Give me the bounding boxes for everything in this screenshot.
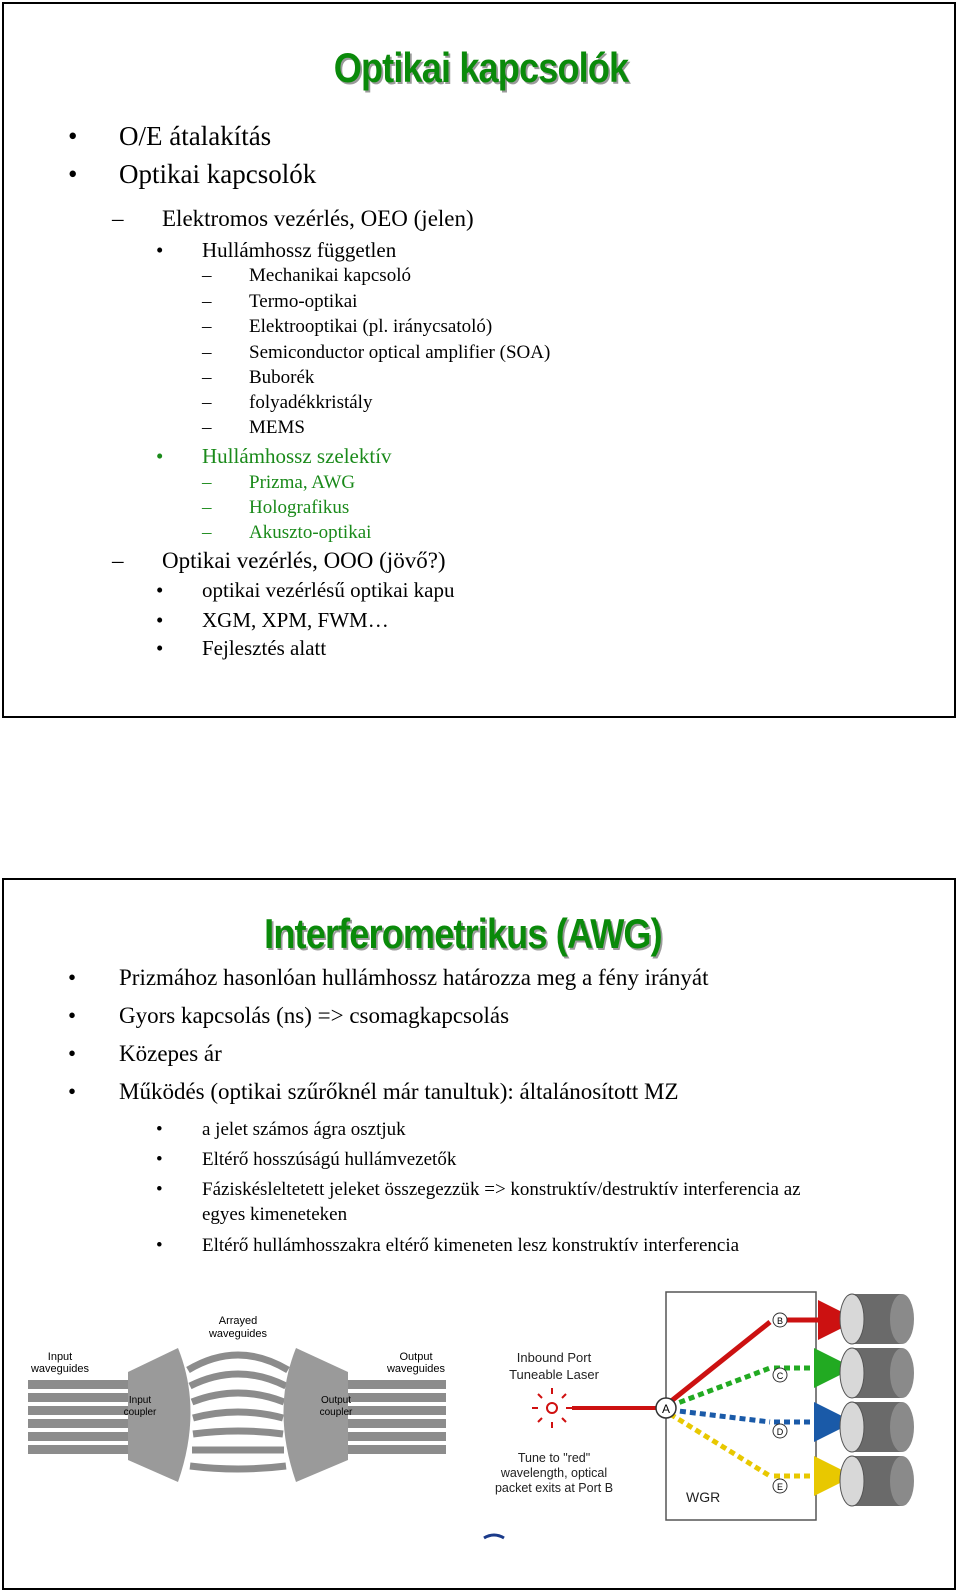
tune-label-3: packet exits at Port B — [494, 1481, 614, 1495]
svg-text:C: C — [776, 1371, 784, 1381]
wgr-box — [666, 1292, 816, 1520]
slide-optikai-kapcsolok — [2, 2, 956, 718]
bullet-marker: • — [68, 965, 77, 990]
port-a — [656, 1398, 676, 1418]
tune-label-2: wavelength, optical — [500, 1466, 608, 1480]
slide-interferometrikus-awg — [2, 878, 956, 1590]
laser-icon — [532, 1388, 572, 1428]
arrayed-label-1: Arrayed — [218, 1315, 258, 1327]
input-wg-label-1: Input — [47, 1351, 73, 1363]
bullet-text: Közepes ár — [119, 1041, 222, 1066]
bullet-marker: – — [202, 342, 212, 363]
input-coupler-label-1: Input — [128, 1395, 152, 1406]
bullet-marker: • — [156, 238, 164, 262]
bullet-text: egyes kimeneteken — [202, 1204, 348, 1225]
cylinder-b-icon — [840, 1294, 914, 1344]
input-wg-label-2: waveguides — [30, 1363, 90, 1375]
slide-title: Optikai kapcsolók — [333, 44, 629, 91]
wgr-diagram — [474, 1290, 944, 1560]
bullet-text: Holografikus — [249, 497, 350, 518]
bullet-text: XGM, XPM, FWM… — [202, 608, 389, 632]
port-e — [773, 1479, 787, 1493]
svg-text:A: A — [661, 1402, 671, 1416]
slide-title: Interferometrikus (AWG) — [264, 910, 662, 957]
bullet-marker: • — [68, 159, 78, 189]
bullet-text: Semiconductor optical amplifier (SOA) — [249, 342, 551, 363]
wgr-label: WGR — [686, 1489, 721, 1505]
bullet-marker: • — [156, 1119, 163, 1140]
bullet-text: Prizma, AWG — [249, 472, 356, 493]
bullet-text: folyadékkristály — [249, 392, 373, 413]
svg-text:B: B — [776, 1316, 784, 1326]
bullet-marker: • — [68, 121, 78, 151]
bullet-text: O/E átalakítás — [119, 121, 272, 151]
output-wg-label-1: Output — [399, 1351, 433, 1363]
svg-text:E: E — [776, 1482, 784, 1492]
logo-mark-icon — [484, 1535, 504, 1538]
inbound-label-2: Tuneable Laser — [509, 1367, 599, 1382]
bullet-text: Optikai vezérlés, OOO (jövő?) — [162, 548, 446, 573]
bullet-text: Elektromos vezérlés, OEO (jelen) — [162, 206, 474, 231]
bullet-marker: – — [202, 291, 212, 312]
bullet-marker: • — [68, 1003, 77, 1028]
bullet-text: Hullámhossz szelektív — [202, 444, 392, 468]
bullet-text: Mechanikai kapcsoló — [249, 265, 411, 286]
bullet-text: optikai vezérlésű optikai kapu — [202, 578, 455, 602]
bullet-text: Gyors kapcsolás (ns) => csomagkapcsolás — [119, 1003, 510, 1028]
awg-diagram — [28, 1310, 448, 1490]
bullet-marker: • — [156, 608, 164, 632]
bullet-marker: – — [202, 522, 212, 543]
bullet-text: MEMS — [249, 417, 305, 438]
output-waveguides — [338, 1380, 446, 1454]
arrayed-label-2: waveguides — [208, 1328, 268, 1340]
receiver-cylinders — [840, 1294, 914, 1506]
cylinder-c-icon — [840, 1348, 914, 1398]
bullet-marker: – — [202, 265, 212, 286]
bullet-text: Eltérő hullámhosszakra eltérő kimeneten lesz konstruktív interferencia — [202, 1235, 740, 1256]
bullet-text: Termo-optikai — [249, 291, 358, 312]
bullet-text: a jelet számos ágra osztjuk — [202, 1119, 406, 1140]
port-b — [773, 1313, 787, 1327]
bullet-text: Fejlesztés alatt — [202, 636, 327, 660]
bullet-text: Hullámhossz független — [202, 238, 397, 262]
bullet-marker: – — [202, 316, 212, 337]
bullet-marker: • — [68, 1041, 77, 1066]
bullet-marker: – — [202, 472, 212, 493]
output-wg-label-2: waveguides — [386, 1363, 446, 1375]
input-waveguides — [28, 1380, 138, 1454]
bullet-marker: – — [112, 206, 124, 231]
bullet-text: Buborék — [249, 367, 315, 388]
bullet-text: Eltérő hosszúságú hullámvezetők — [202, 1149, 457, 1170]
bullet-marker: • — [156, 444, 164, 468]
bullet-text: Elektrooptikai (pl. iránycsatoló) — [249, 316, 493, 337]
bullet-text: Prizmához hasonlóan hullámhossz határozza meg a fény irányát — [119, 965, 709, 990]
port-d — [773, 1424, 787, 1438]
tune-label-1: Tune to "red" — [517, 1451, 591, 1465]
bullet-text: Optikai kapcsolók — [119, 159, 317, 189]
inbound-label-1: Inbound Port — [516, 1350, 592, 1365]
bullet-marker: – — [202, 497, 212, 518]
output-coupler-label-2: coupler — [319, 1407, 353, 1418]
bullet-marker: • — [68, 1079, 77, 1104]
bullet-marker: – — [202, 392, 212, 413]
bullet-marker: – — [202, 367, 212, 388]
output-coupler-label-1: Output — [320, 1395, 352, 1406]
arrayed-waveguides — [188, 1355, 288, 1469]
cylinder-d-icon — [840, 1402, 914, 1452]
port-c — [773, 1368, 787, 1382]
bullet-marker: • — [156, 1149, 163, 1170]
bullet-marker: – — [112, 548, 124, 573]
bullet-text: Működés (optikai szűrőknél már tanultuk): általánosított MZ — [119, 1079, 679, 1104]
bullet-marker: • — [156, 1179, 163, 1200]
input-coupler-label-2: coupler — [123, 1407, 157, 1418]
bullet-text: Fáziskésleltetett jeleket összegezzük => konstruktív/destruktív interferencia az — [202, 1179, 801, 1200]
bullet-marker: • — [156, 578, 164, 602]
bullet-marker: • — [156, 1235, 163, 1256]
bullet-marker: – — [202, 417, 212, 438]
svg-text:D: D — [776, 1427, 784, 1437]
cylinder-e-icon — [840, 1456, 914, 1506]
bullet-marker: • — [156, 636, 164, 660]
bullet-text: Akuszto-optikai — [249, 522, 372, 543]
